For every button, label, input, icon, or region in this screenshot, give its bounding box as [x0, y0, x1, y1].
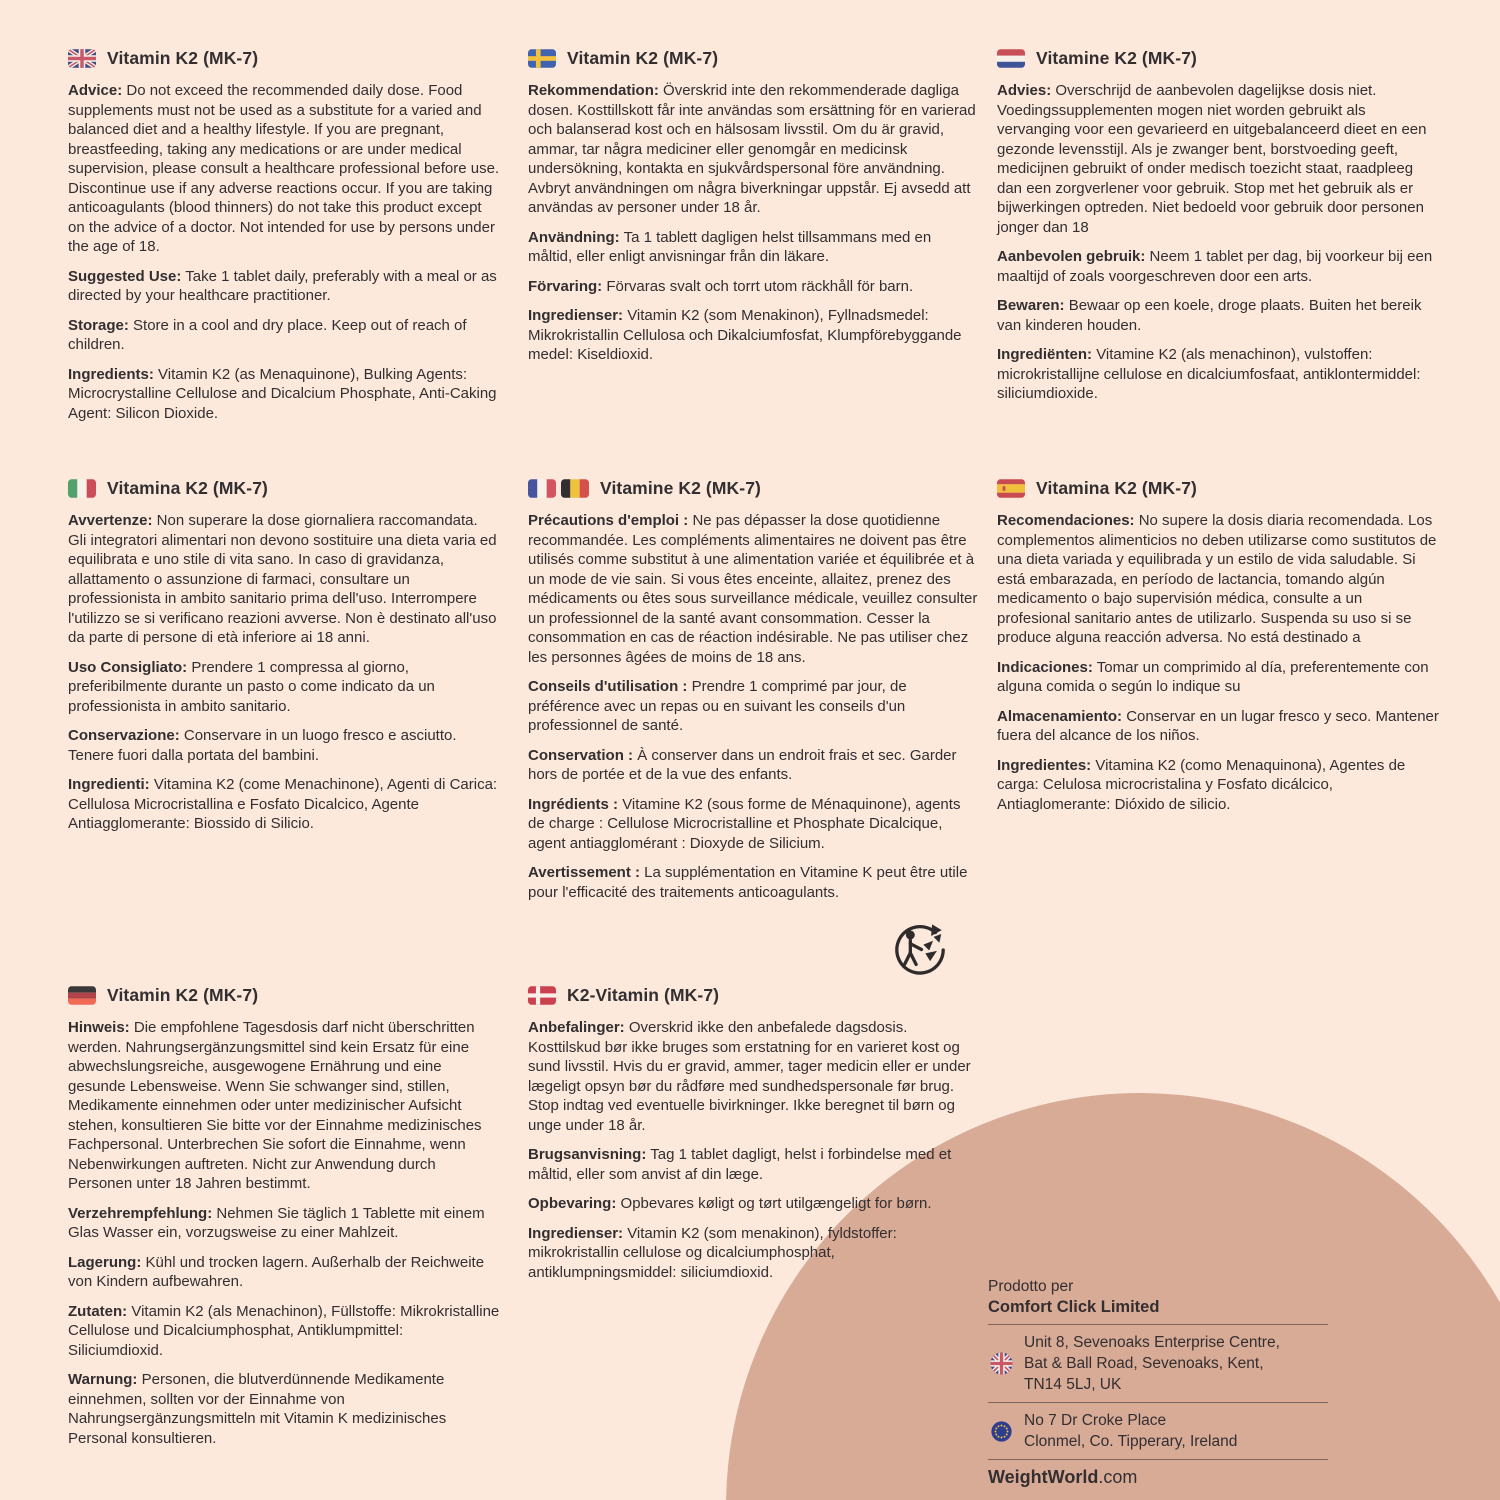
label-paragraph [68, 658, 500, 717]
section-body [68, 81, 500, 423]
label-paragraph [528, 306, 976, 365]
section-header [528, 985, 976, 1006]
address-line: Clonmel, Co. Tipperary, Ireland [1024, 1433, 1238, 1450]
paragraph-label: Verzehrempfehlung: [68, 1204, 213, 1222]
paragraph-text: Overskrid ikke den anbefalede dagsdosis. Kosttilskud bør ikke bruges som erstatning for en varieret kost og sund livsstil. Hvis du er gravid, ammer, tager medicin eller er under lægeligt opsyn bør du rådføre med sundhedspersonale før brug. Stop indtag ved eventuelle bivirkninger. Ikke beregnet til børn og unge under 18 år. [528, 1019, 971, 1134]
flag-denmark-icon [528, 986, 556, 1005]
label-paragraph [528, 511, 978, 667]
flag-belgium-icon [561, 479, 589, 498]
paragraph-text: Förvaras svalt och torrt utom räckhåll för barn. [606, 277, 914, 295]
address-line: Unit 8, Sevenoaks Enterprise Centre, [1024, 1334, 1280, 1351]
paragraph-label: Conseils d'utilisation : [528, 678, 688, 695]
flag-group [68, 986, 96, 1005]
paragraph-text: Ne pas dépasser la dose quotidienne recommandée. Les compléments alimentaires ne doivent pas être utilisés comme substitut à une alimentation variée et équilibrée et à un mode de vie sain. Si vous êtes enceinte, allaitez, prenez des médicaments ou êtes sous surveillance médicale, veuillez consulter un professionnel de la santé avant consommation. Cesser la consommation en cas de réaction indésirable. Ne pas utiliser chez les personnes âgées de moins de 18 ans. [528, 512, 978, 666]
label-paragraph [68, 1370, 500, 1448]
section-header [528, 478, 978, 499]
flag-italy-icon [68, 479, 96, 498]
flag-group [528, 49, 556, 68]
paragraph-label: Bewaren: [997, 297, 1065, 314]
section-body [528, 81, 976, 365]
flag-sweden-icon [528, 49, 556, 68]
paragraph-label: Recomendaciones: [997, 512, 1135, 529]
divider [988, 1459, 1328, 1460]
label-paragraph [68, 1204, 500, 1243]
produced-for-label: Prodotto per [988, 1278, 1074, 1295]
label-paragraph [528, 1194, 976, 1214]
paragraph-label: Lagerung: [68, 1253, 142, 1271]
paragraph-text: Vitamine K2 (sous forme de Ménaquinone), agents de charge : Cellulose Microcristalline et Phosphate Dicalcique, agent antiagglomérant : Dioxyde de Silicium. [528, 795, 961, 852]
paragraph-label: Zutaten: [68, 1302, 128, 1320]
section-dutch [997, 48, 1439, 414]
paragraph-label: Förvaring: [528, 277, 603, 295]
label-paragraph [68, 316, 500, 355]
paragraph-text: Opbevares køligt og tørt utilgængeligt for børn. [620, 1195, 932, 1212]
paragraph-text: Bewaar op een koele, droge plaats. Buiten het bereik van kinderen houden. [997, 297, 1422, 334]
label-paragraph [528, 228, 976, 267]
paragraph-text: Överskrid inte den rekommenderade dagliga dosen. Kosttillskott får inte användas som ersättning för en varierad och balanserad kost och en hälsosam livsstil. Om du är gravid, ammar, tar några mediciner eller genomgår en medicinsk undersökning, kontakta en sjukvårdspersonal före användning. Avbryt användningen om några biverkningar uppstår. Ej avsedd att användas av personer under 18 år. [528, 82, 976, 216]
label-paragraph [528, 1224, 976, 1283]
paragraph-text: Non superare la dose giornaliera raccomandata. Gli integratori alimentari non devono sostituire una dieta varia ed equilibrata e uno stile di vita sano. In caso di gravidanza, allattamento o assunzione di farmaci, consultare un professionista in ambito sanitario prima dell'uso. Interrompere l'utilizzo se si verificano reazioni avverse. Non è destinato all'uso da parte di persone di età inferiore ai 18 anni. [68, 512, 497, 646]
paragraph-label: Anbefalinger: [528, 1019, 625, 1036]
paragraph-text: À conserver dans un endroit frais et sec. Garder hors de portée et de la vue des enfants. [528, 746, 957, 783]
label-paragraph [68, 267, 500, 306]
paragraph-label: Brugsanvisning: [528, 1146, 647, 1163]
paragraph-label: Almacenamiento: [997, 707, 1123, 725]
eu-address [1024, 1410, 1328, 1452]
label-paragraph [68, 1018, 500, 1194]
paragraph-label: Ingredientes: [997, 756, 1092, 774]
paragraph-text: Nehmen Sie täglich 1 Tablette mit einem Glas Wasser ein, vorzugsweise zu einer Mahlzeit. [68, 1204, 485, 1241]
label-paragraph [68, 775, 500, 834]
paragraph-text: Personen, die blutverdünnende Medikamente einnehmen, sollten vor der Einnahme von Nahrungsergänzungsmitteln mit Vitamin K medizinisches Personal konsultieren. [68, 1371, 447, 1447]
paragraph-label: Aanbevolen gebruik: [997, 248, 1146, 265]
uk-address [1024, 1332, 1328, 1395]
section-english [68, 48, 500, 433]
section-body [997, 511, 1439, 814]
label-paragraph [68, 365, 500, 424]
paragraph-label: Advies: [997, 82, 1052, 99]
section-swedish [528, 48, 976, 375]
paragraph-text: Vitamin K2 (som Menakinon), Fyllnadsmedel: Mikrokristallin Cellulosa och Dikalciumfosfat, Klumpförebyggande medel: Kiseldioxid. [528, 307, 962, 363]
address-line: No 7 Dr Croke Place [1024, 1412, 1167, 1429]
eu-address-row [988, 1408, 1328, 1454]
paragraph-text: Ta 1 tablett dagligen helst tillsammans med en måltid, eller enligt anvisningar från din läkare. [528, 228, 932, 265]
address-line: TN14 5LJ, UK [1024, 1376, 1122, 1393]
section-header [997, 478, 1439, 499]
flag-group [68, 479, 96, 498]
section-french [528, 478, 978, 912]
section-title: Vitamine K2 (MK-7) [1036, 48, 1197, 68]
section-header [68, 985, 500, 1006]
paragraph-text: Die empfohlene Tagesdosis darf nicht überschritten werden. Nahrungsergänzungsmittel sind kein Ersatz für eine abwechslungsreiche, ausgewogene Ernährung und eine gesunde Lebensweise. Wenn Sie schwanger sind, stillen, Medikamente einnehmen oder unter medizinischer Aufsicht stehen, konsultieren Sie bitte vor der Einnahme medizinisches Fachpersonal. Unterbrechen Sie sofort die Einnahme, wenn Nebenwirkungen auftreten. Nicht zur Anwendung durch Personen unter 18 Jahren bestimmt. [68, 1019, 482, 1192]
paragraph-text: Conservare in un luogo fresco e asciutto. Tenere fuori dalla portata del bambini. [68, 727, 457, 764]
paragraph-text: Tag 1 tablet dagligt, helst i forbindelse med et måltid, eller som anvist af din læge. [528, 1146, 952, 1183]
paragraph-text: Prendere 1 compressa al giorno, preferibilmente durante un pasto o come indicato da un professionista in ambito sanitario. [68, 658, 435, 715]
label-paragraph [528, 677, 978, 736]
paragraph-label: Användning: [528, 228, 620, 246]
label-paragraph [528, 277, 976, 297]
label-paragraph [528, 795, 978, 854]
manufacturer-block [988, 1276, 1328, 1500]
paragraph-text: La supplémentation en Vitamine K peut être utile pour l'efficacité des traitements anticoagulants. [528, 864, 968, 901]
website-tld: .com [1098, 1467, 1138, 1487]
section-header [528, 48, 976, 69]
paragraph-text: Vitamina K2 (como Menaquinona), Agentes de carga: Celulosa microcristalina y Fosfato dicálcico, Antiaglomerante: Dióxido de silicio. [997, 756, 1406, 813]
section-title: Vitamina K2 (MK-7) [107, 478, 268, 498]
paragraph-label: Ingredienser: [528, 1224, 624, 1242]
website-url [988, 1467, 1328, 1488]
paragraph-label: Ingredienti: [68, 776, 150, 793]
flag-uk-icon [68, 49, 96, 68]
label-paragraph [68, 1253, 500, 1292]
paragraph-label: Précautions d'emploi : [528, 512, 689, 529]
uk-address-row [988, 1330, 1328, 1397]
paragraph-label: Opbevaring: [528, 1195, 617, 1212]
paragraph-text: Conservar en un lugar fresco y seco. Mantener fuera del alcance de los niños. [997, 707, 1439, 744]
section-title: Vitamina K2 (MK-7) [1036, 478, 1197, 498]
paragraph-label: Ingredienser: [528, 307, 624, 324]
flag-group [528, 986, 556, 1005]
paragraph-text: Vitamine K2 (als menachinon), vulstoffen: microkristallijne cellulose en dicalciumfosfaat, antiklontermiddel: siliciumdioxide. [997, 346, 1421, 402]
paragraph-text: No supere la dosis diaria recomendada. Los complementos alimenticios no deben utilizarse como sustitutos de una dieta variada y equilibrada y un estilo de vida saludable. Si está embarazada, en período de lactancia, tomando algún medicamento o bajo supervisión médica, consulte a un profesional sanitario antes de utilizarlo. Suspenda su uso si se produce alguna reacción adversa. No está destinado a [997, 512, 1437, 646]
paragraph-label: Indicaciones: [997, 658, 1093, 676]
flag-group [997, 479, 1025, 498]
paragraph-text: Do not exceed the recommended daily dose. Food supplements must not be used as a substitute for a varied and balanced diet and a healthy lifestyle. If you are pregnant, breastfeeding, taking any medications or are under medical supervision, please consult a healthcare professional before use. Discontinue use if any adverse reactions occur. If you are taking anticoagulants (blood thinners) do not take this product except on the advice of a doctor. Not intended for use by persons under the age of 18. [68, 82, 500, 255]
label-paragraph [997, 345, 1439, 404]
section-title: Vitamin K2 (MK-7) [567, 48, 719, 68]
section-body [68, 511, 500, 834]
label-paragraph [997, 81, 1439, 237]
paragraph-label: Avvertenze: [68, 512, 153, 529]
paragraph-text: Vitamin K2 (als Menachinon), Füllstoffe: Mikrokristalline Cellulose und Dicalciumphosphat, Antiklumpmittel: Siliciumdioxid. [68, 1302, 500, 1359]
label-paragraph [528, 863, 978, 902]
triman-recycling-icon [891, 920, 949, 978]
section-title: K2-Vitamin (MK-7) [567, 985, 720, 1005]
paragraph-text: Prendre 1 comprimé par jour, de préférence avec un repas ou en suivant les conseils d'un professionnel de santé. [528, 678, 907, 734]
section-body [997, 81, 1439, 404]
flag-france-icon [528, 479, 556, 498]
paragraph-text: Vitamin K2 (som menakinon), fyldstoffer: mikrokristallin cellulose og dicalciumphosphat, antiklumpningsmiddel: siliciumdioxid. [528, 1224, 897, 1281]
paragraph-text: Take 1 tablet daily, preferably with a meal or as directed by your healthcare practitioner. [68, 267, 497, 304]
paragraph-label: Rekommendation: [528, 82, 659, 99]
paragraph-label: Hinweis: [68, 1019, 130, 1036]
section-body [68, 1018, 500, 1448]
label-paragraph [68, 511, 500, 648]
section-title: Vitamin K2 (MK-7) [107, 985, 259, 1005]
paragraph-label: Avertissement : [528, 864, 640, 881]
divider [988, 1324, 1328, 1325]
paragraph-text: Vitamina K2 (come Menachinone), Agenti di Carica: Cellulosa Microcristallina e Fosfato Dicalcico, Agente Antiagglomerante: Biossido di Silicio. [68, 776, 498, 832]
section-header [68, 48, 500, 69]
label-paragraph [68, 81, 500, 257]
label-paragraph [997, 707, 1439, 746]
section-body [528, 1018, 976, 1282]
paragraph-label: Uso Consigliato: [68, 658, 188, 676]
section-italian [68, 478, 500, 844]
flag-group [997, 49, 1025, 68]
paragraph-text: Store in a cool and dry place. Keep out of reach of children. [68, 316, 467, 353]
uk-flag-circle-icon [988, 1352, 1014, 1375]
section-spanish [997, 478, 1439, 824]
flag-germany-icon [68, 986, 96, 1005]
paragraph-label: Conservazione: [68, 727, 180, 744]
label-paragraph [997, 247, 1439, 286]
section-body [528, 511, 978, 902]
eu-flag-circle-icon [988, 1421, 1014, 1442]
company-name: Comfort Click Limited [988, 1298, 1160, 1316]
label-paragraph [68, 1302, 500, 1361]
label-paragraph [528, 1145, 976, 1184]
label-paragraph [997, 658, 1439, 697]
label-paragraph [528, 746, 978, 785]
section-german [68, 985, 500, 1458]
label-paragraph [528, 1018, 976, 1135]
paragraph-label: Storage: [68, 316, 129, 334]
paragraph-label: Ingrédients : [528, 795, 619, 813]
label-paragraph [528, 81, 976, 218]
section-danish [528, 985, 976, 1292]
label-paragraph [997, 756, 1439, 815]
address-line: Bat & Ball Road, Sevenoaks, Kent, [1024, 1355, 1264, 1372]
section-header [997, 48, 1439, 69]
paragraph-text: Tomar un comprimido al día, preferentemente con alguna comida o según lo indique su [997, 658, 1429, 695]
paragraph-label: Ingredients: [68, 365, 154, 383]
website-brand: WeightWorld [988, 1467, 1099, 1487]
paragraph-label: Conservation : [528, 746, 634, 764]
flag-group [528, 479, 589, 498]
paragraph-label: Ingrediënten: [997, 346, 1093, 363]
paragraph-text: Overschrijd de aanbevolen dagelijkse dosis niet. Voedingssupplementen mogen niet worden gebruikt als vervanging voor een gevarieerd en uitgebalanceerd dieet en een gezonde levensstijl. Als je zwanger bent, borstvoeding geeft, medicijnen gebruikt of onder medisch toezicht staat, raadpleeg dan een zorgverlener voor gebruik. Stop met het gebruik als er bijwerkingen optreden. Niet bedoeld voor gebruik door personen jonger dan 18 [997, 82, 1427, 236]
label-paragraph [68, 726, 500, 765]
paragraph-label: Suggested Use: [68, 267, 182, 285]
paragraph-text: Vitamin K2 (as Menaquinone), Bulking Agents: Microcrystalline Cellulose and Dicalcium Phosphate, Anti-Caking Agent: Silicon Dioxide. [68, 365, 497, 422]
divider [988, 1402, 1328, 1403]
paragraph-text: Neem 1 tablet per dag, bij voorkeur bij een maaltijd of zoals voorgeschreven door een arts. [997, 248, 1433, 285]
paragraph-text: Kühl und trocken lagern. Außerhalb der Reichweite von Kindern aufbewahren. [68, 1253, 485, 1290]
flag-netherlands-icon [997, 49, 1025, 68]
paragraph-label: Advice: [68, 82, 123, 99]
paragraph-label: Warnung: [68, 1371, 138, 1388]
flag-spain-icon [997, 479, 1025, 498]
section-title: Vitamin K2 (MK-7) [107, 48, 259, 68]
flag-group [68, 49, 96, 68]
section-title: Vitamine K2 (MK-7) [600, 478, 761, 498]
label-paragraph [997, 511, 1439, 648]
label-paragraph [997, 296, 1439, 335]
section-header [68, 478, 500, 499]
